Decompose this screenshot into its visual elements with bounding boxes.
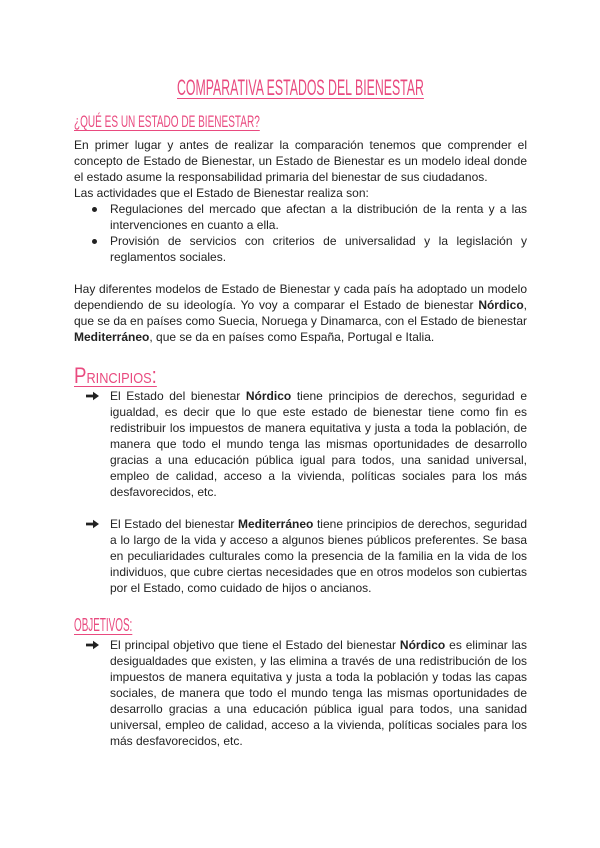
item-text-before: El Estado del bienestar [110, 517, 238, 531]
title-row [74, 74, 527, 102]
item-text-after: tiene principios de derechos, seguridad e igualdad, es decir que lo que este estado de bienestar tiene como fin es redistribuir los impuestos de manera equitativa y justa a toda la población, de manera que todo el mundo tenga las mismas oportunidades de desarrollo gracias a una educación pública igual para todos, una sanidad universal, empleo de calidad, acceso a la vivienda, políticas sociales para los más desfavorecidos, etc. [110, 389, 528, 499]
document-title: COMPARATIVA ESTADOS DEL BIENESTAR [177, 75, 424, 100]
document-body [74, 0, 527, 749]
list-item [74, 201, 527, 233]
activities-list [74, 201, 527, 265]
item-model-name: Nórdico [245, 389, 292, 403]
section-heading-objectives: OBJETIVOS: [74, 615, 133, 635]
item-model-name: Mediterráneo [237, 517, 314, 531]
list-item [74, 388, 527, 500]
list-item-text: Provisión de servicios con criterios de universalidad y la legislación y reglamentos sociales. [110, 234, 527, 264]
models-text-2: , que se da en países como Suecia, Noruega y Dinamarca, con el Estado de bienestar [74, 298, 527, 328]
section-objectives [74, 613, 527, 749]
arrow-bullet-icon [86, 640, 99, 650]
section-heading-row [74, 364, 527, 388]
arrow-bullet-icon [86, 519, 99, 529]
list-item-text: Regulaciones del mercado que afectan a la distribución de la renta y a las intervenciones en cuanto a ella. [110, 202, 527, 232]
activities-lead: Las actividades que el Estado de Bienestar realiza son: [74, 186, 369, 200]
arrow-bullet-icon [86, 391, 99, 401]
item-text-after: es eliminar las desigualdades que existen, y las elimina a través de una redistribución de los impuestos de manera equitativa y justa a toda la población y todas las capas sociales, de manera que todo el mundo tenga las mismas oportunidades de desarrollo gracias a una educación pública igual para todos, una sanidad universal, empleo de calidad, acceso a la vivienda, políticas sociales para los más desfavorecidos, etc. [110, 638, 527, 748]
section-heading-principles: Principios: [74, 363, 157, 388]
section-principles [74, 364, 527, 596]
objectives-list [74, 637, 527, 749]
section-heading-what-is: ¿QUÉ ES UN ESTADO DE BIENESTAR? [74, 112, 260, 131]
item-text-after: tiene principios de derechos, seguridad a lo largo de la vida y acceso a algunos bienes públicos preferentes. Se basa en peculiaridades culturales como la presencia de la familia en la vida de los individuos, que cubre ciertas necesidades que en otros modelos son cubiertas por el Estado, como cuidado de hijos o ancianos. [110, 517, 527, 595]
item-model-name: Nórdico [399, 638, 446, 652]
principles-list [74, 388, 527, 596]
list-item [74, 637, 527, 749]
model-mediterranean: Mediterráneo [74, 330, 150, 344]
list-item [74, 516, 527, 596]
models-text-1: Hay diferentes modelos de Estado de Bienestar y cada país ha adoptado un modelo dependiendo de su ideología. Yo voy a comparar el Estado de bienestar [74, 282, 527, 312]
bullet-dot-icon [92, 239, 97, 244]
model-nordic: Nórdico [478, 298, 524, 312]
intro-paragraph: En primer lugar y antes de realizar la comparación tenemos que comprender el concepto de Estado de Bienestar, un Estado de Bienestar es un modelo ideal donde el estado asume la responsabilidad primaria del bienestar de sus ciudadanos. [74, 138, 527, 184]
item-text-before: El Estado del bienestar [110, 389, 246, 403]
models-text-3: , que se da en países como España, Portugal e Italia. [149, 330, 435, 344]
item-text-before: El principal objetivo que tiene el Estado del bienestar [110, 638, 400, 652]
bullet-dot-icon [92, 207, 97, 212]
section-heading-row [74, 111, 527, 133]
list-item [74, 233, 527, 265]
section-heading-row [74, 613, 527, 637]
section-what-is [74, 111, 527, 345]
models-paragraph [74, 281, 527, 345]
